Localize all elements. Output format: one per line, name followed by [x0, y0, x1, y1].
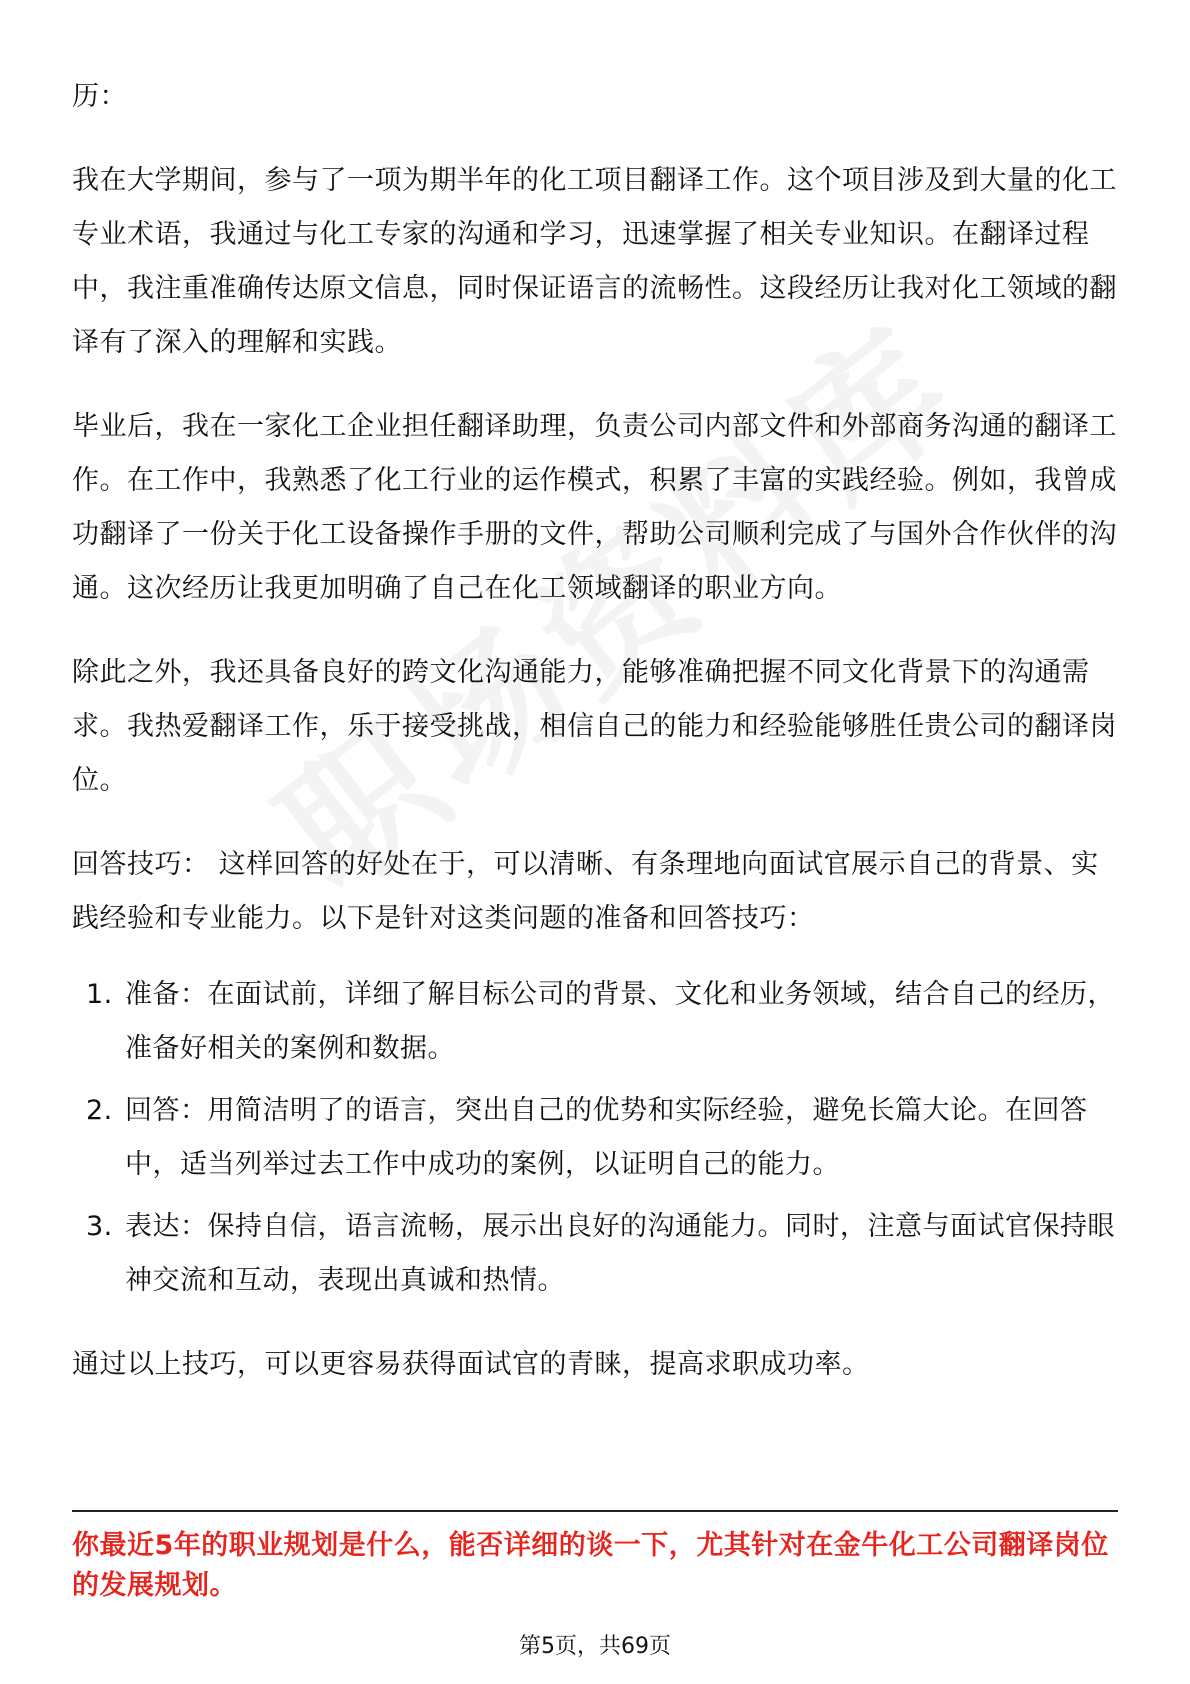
paragraph-work-experience: 毕业后，我在一家化工企业担任翻译助理，负责公司内部文件和外部商务沟通的翻译工作。在工作中，我熟悉了化工行业的运作模式，积累了丰富的实践经验。例如，我曾成功翻译了一份关于化工设备操作手册的文件，帮助公司顺利完成了与国外合作伙伴的沟通。这次经历让我更加明确了自己在化工领域翻译的职业方向。 — [72, 411, 1117, 604]
list-item — [72, 1084, 1118, 1192]
paragraph-university-experience: 我在大学期间，参与了一项为期半年的化工项目翻译工作。这个项目涉及到大量的化工专业术语，我通过与化工专家的沟通和学习，迅速掌握了相关专业知识。在翻译过程中，我注重准确传达原文信息，同时保证语言的流畅性。这段经历让我对化工领域的翻译有了深入的理解和实践。 — [72, 165, 1117, 358]
page-number: 第5页，共69页 — [519, 1634, 671, 1659]
section-divider — [72, 1510, 1118, 1512]
paragraph-continuation: 历： — [72, 81, 127, 112]
list-number: 1. — [86, 979, 113, 1010]
document-body — [72, 70, 1118, 1392]
next-question-heading: 你最近5年的职业规划是什么，能否详细的谈一下，尤其针对在金牛化工公司翻译岗位的发展规划。 — [72, 1530, 1109, 1601]
paragraph-skills: 除此之外，我还具备良好的跨文化沟通能力，能够准确把握不同文化背景下的沟通需求。我热爱翻译工作，乐于接受挑战，相信自己的能力和经验能够胜任贵公司的翻译岗位。 — [72, 657, 1117, 796]
list-number: 2. — [86, 1095, 113, 1126]
list-item-text: 表达：保持自信，语言流畅，展示出良好的沟通能力。同时，注意与面试官保持眼神交流和互动，表现出真诚和热情。 — [125, 1211, 1115, 1296]
paragraph-conclusion: 通过以上技巧，可以更容易获得面试官的青睐，提高求职成功率。 — [72, 1349, 870, 1380]
list-item — [72, 968, 1118, 1076]
list-item-text: 准备：在面试前，详细了解目标公司的背景、文化和业务领域，结合自己的经历，准备好相关的案例和数据。 — [125, 979, 1115, 1064]
list-item — [72, 1200, 1118, 1308]
tips-list — [72, 968, 1118, 1308]
paragraph-answer-tips: 回答技巧： 这样回答的好处在于，可以清晰、有条理地向面试官展示自己的背景、实践经验和专业能力。以下是针对这类问题的准备和回答技巧： — [72, 849, 1099, 934]
list-number: 3. — [86, 1211, 113, 1242]
list-item-text: 回答：用简洁明了的语言，突出自己的优势和实际经验，避免长篇大论。在回答中，适当列举过去工作中成功的案例，以证明自己的能力。 — [125, 1095, 1088, 1180]
